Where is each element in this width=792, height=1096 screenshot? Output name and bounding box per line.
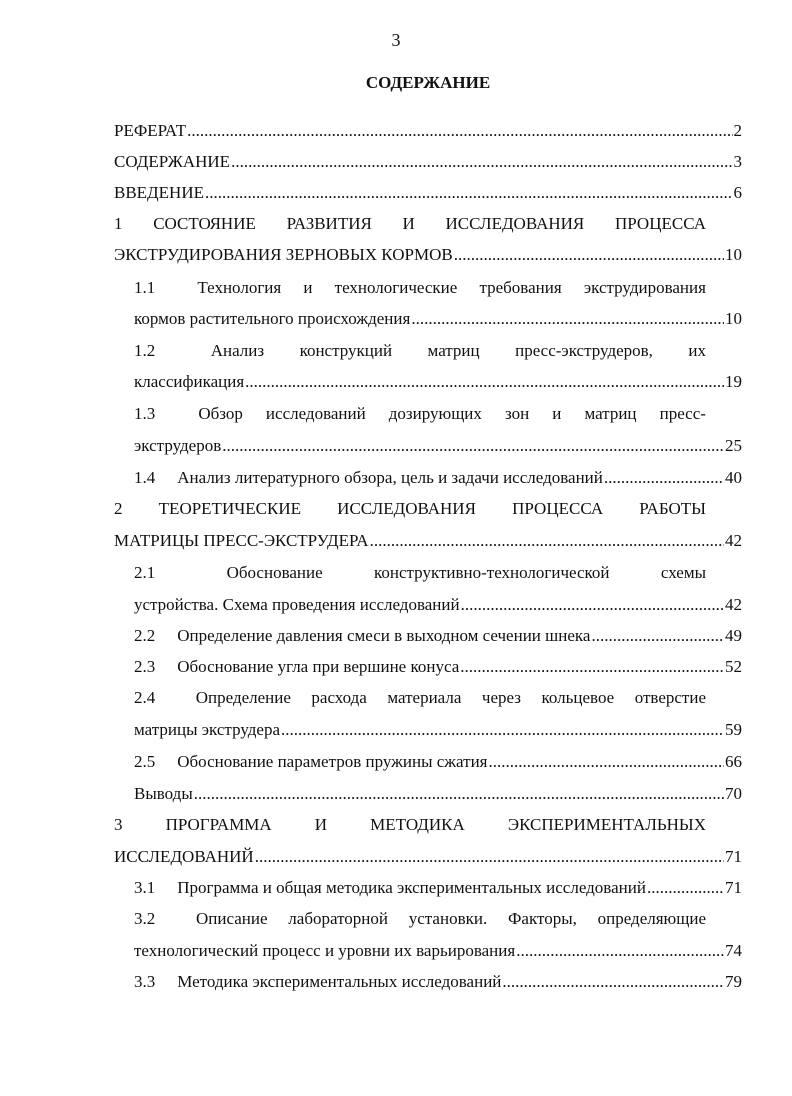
toc-page-number: 25	[725, 436, 742, 455]
toc-section-2-4-line1	[134, 686, 706, 710]
toc-page-number: 2	[733, 121, 742, 140]
toc-word: установки.	[408, 909, 488, 928]
toc-num: 1.3	[134, 404, 156, 423]
toc-word: зон	[504, 404, 530, 423]
toc-word: ПРОЦЕССА	[614, 214, 706, 233]
toc-section-1-2-line2	[134, 370, 742, 394]
toc-page-number: 42	[725, 531, 742, 550]
toc-word: матриц	[584, 404, 637, 423]
toc-entry-text: Определение давления смеси в выходном сечении шнека	[177, 626, 591, 645]
toc-num: 3	[114, 815, 123, 834]
toc-num: 1.1	[134, 278, 156, 297]
dot-leader	[411, 307, 724, 331]
toc-word: расхода	[311, 688, 367, 707]
toc-entry-referat	[114, 119, 742, 143]
toc-entry-text: ЭКСТРУДИРОВАНИЯ ЗЕРНОВЫХ КОРМОВ	[114, 245, 453, 264]
toc-word: требования	[479, 278, 562, 297]
page-number: 3	[391, 30, 401, 50]
toc-chapter-2-line1	[114, 497, 706, 521]
toc-word: пресс-	[659, 404, 706, 423]
toc-word: Описание	[196, 909, 268, 928]
toc-entry-vvedenie	[114, 181, 742, 205]
dot-leader	[489, 750, 725, 774]
toc-section-1-4	[134, 466, 742, 490]
toc-word: матриц	[427, 341, 480, 360]
toc-chapter-2-line2	[114, 529, 742, 553]
toc-entry-text: Обоснование угла при вершине конуса	[177, 657, 460, 676]
toc-word: ПРОЦЕССА	[512, 499, 604, 518]
dot-leader	[370, 529, 724, 553]
toc-word: через	[481, 688, 521, 707]
toc-entry-text: Обоснование параметров пружины сжатия	[177, 752, 488, 771]
toc-page-number: 6	[733, 183, 742, 202]
toc-section-1-3-line2	[134, 434, 742, 458]
toc-page-number: 71	[725, 878, 742, 897]
toc-word: технологические	[334, 278, 458, 297]
dot-leader	[194, 782, 724, 806]
toc-entry-text: Методика экспериментальных исследований	[177, 972, 502, 991]
toc-word: отверстие	[634, 688, 706, 707]
toc-chapter-1-line1	[114, 212, 706, 236]
toc-section-2-1-line2	[134, 593, 742, 617]
toc-word: экструдирования	[583, 278, 706, 297]
toc-entry-text: РЕФЕРАТ	[114, 121, 187, 140]
toc-num: 2.4	[134, 688, 156, 707]
toc-word: схемы	[660, 563, 706, 582]
toc-chapter-3-line1	[114, 813, 706, 837]
toc-num: 2.3	[134, 657, 156, 676]
toc-section-2-4-line2	[134, 718, 742, 742]
toc-entry-text: СОДЕРЖАНИЕ	[114, 152, 231, 171]
toc-page-number: 3	[733, 152, 742, 171]
toc-page-number: 52	[725, 657, 742, 676]
toc-section-1-3-line1	[134, 402, 706, 426]
toc-word: пресс-экструдеров,	[515, 341, 653, 360]
toc-word: исследований	[265, 404, 366, 423]
toc-word: конструктивно-технологической	[374, 563, 610, 582]
toc-word: ПРОГРАММА	[165, 815, 272, 834]
toc-num: 3.2	[134, 909, 156, 928]
dot-leader	[647, 876, 724, 900]
toc-page-number: 19	[725, 372, 742, 391]
dot-leader	[187, 119, 732, 143]
toc-num: 3.1	[134, 878, 156, 897]
dot-leader	[604, 466, 724, 490]
toc-word: Обзор	[198, 404, 243, 423]
toc-section-1-1-line2	[134, 307, 742, 331]
toc-num: 1.2	[134, 341, 156, 360]
toc-page-number: 40	[725, 468, 742, 487]
toc-word: Анализ	[210, 341, 265, 360]
toc-chapter-3-line2	[114, 845, 742, 869]
toc-entry-text: Выводы	[134, 784, 193, 803]
toc-word: ИССЛЕДОВАНИЯ	[337, 499, 476, 518]
toc-section-2-5	[134, 750, 742, 774]
toc-word: ЭКСПЕРИМЕНТАЛЬНЫХ	[507, 815, 706, 834]
toc-entry-text: кормов растительного происхождения	[134, 309, 411, 328]
dot-leader	[454, 243, 724, 267]
toc-word: Определение	[195, 688, 291, 707]
dot-leader	[281, 718, 724, 742]
toc-entry-text: МАТРИЦЫ ПРЕСС-ЭКСТРУДЕРА	[114, 531, 369, 550]
toc-entry-text: Программа и общая методика экспериментальных исследований	[177, 878, 646, 897]
toc-num: 3.3	[134, 972, 156, 991]
toc-num: 2	[114, 499, 123, 518]
dot-leader	[231, 150, 732, 174]
toc-page-number: 42	[725, 595, 742, 614]
toc-page-number: 59	[725, 720, 742, 739]
toc-section-2-3	[134, 655, 742, 679]
toc-word: РАЗВИТИЯ	[286, 214, 372, 233]
toc-num: 1.4	[134, 468, 156, 487]
toc-word: И	[314, 815, 328, 834]
page-title: СОДЕРЖАНИЕ	[365, 73, 491, 92]
toc-word: и	[552, 404, 562, 423]
toc-entry-text: технологический процесс и уровни их варьирования	[134, 941, 516, 960]
toc-entry-text: экструдеров	[134, 436, 222, 455]
toc-word: Факторы,	[507, 909, 577, 928]
toc-num: 2.5	[134, 752, 156, 771]
toc-page-number: 10	[725, 309, 742, 328]
toc-section-1-2-line1	[134, 339, 706, 363]
toc-section-3-3	[134, 970, 742, 994]
toc-section-3-2-line2	[134, 939, 742, 963]
toc-entry-text: Анализ литературного обзора, цель и задачи исследований	[177, 468, 603, 487]
dot-leader	[245, 370, 724, 394]
toc-section-2-2	[134, 624, 742, 648]
toc-page-number: 71	[725, 847, 742, 866]
toc-word: кольцевое	[541, 688, 615, 707]
toc-word: определяющие	[597, 909, 706, 928]
toc-section-3-2-line1	[134, 907, 706, 931]
toc-num: 1	[114, 214, 123, 233]
toc-entry-text: ВВЕДЕНИЕ	[114, 183, 204, 202]
toc-section-3-1	[134, 876, 742, 900]
toc-page-number: 79	[725, 972, 742, 991]
toc-word: И	[402, 214, 415, 233]
dot-leader	[591, 624, 724, 648]
toc-page-number: 49	[725, 626, 742, 645]
dot-leader	[516, 939, 724, 963]
toc-word: их	[688, 341, 706, 360]
toc-word: РАБОТЫ	[639, 499, 706, 518]
toc-num: 2.1	[134, 563, 156, 582]
toc-word: и	[303, 278, 313, 297]
dot-leader	[461, 593, 724, 617]
dot-leader	[502, 970, 724, 994]
toc-page-number: 10	[725, 245, 742, 264]
dot-leader	[222, 434, 724, 458]
toc-section-2-1-line1	[134, 561, 706, 585]
toc-page-number: 66	[725, 752, 742, 771]
dot-leader	[205, 181, 733, 205]
toc-num: 2.2	[134, 626, 156, 645]
toc-word: конструкций	[299, 341, 393, 360]
toc-word: дозирующих	[388, 404, 482, 423]
toc-word: лабораторной	[288, 909, 388, 928]
toc-word: материала	[387, 688, 462, 707]
dot-leader	[255, 845, 724, 869]
toc-section-1-1-line1	[134, 276, 706, 300]
toc-page-number: 70	[725, 784, 742, 803]
toc-entry-text: ИССЛЕДОВАНИЙ	[114, 847, 254, 866]
toc-word: Технология	[197, 278, 282, 297]
toc-chapter-1-line2	[114, 243, 742, 267]
toc-word: ИССЛЕДОВАНИЯ	[445, 214, 585, 233]
toc-entry-text: матрицы экструдера	[134, 720, 281, 739]
dot-leader	[460, 655, 724, 679]
toc-word: ТЕОРЕТИЧЕСКИЕ	[158, 499, 301, 518]
toc-entry-soderzhanie	[114, 150, 742, 174]
toc-entry-text: устройства. Схема проведения исследований	[134, 595, 460, 614]
toc-entry-text: классификация	[134, 372, 245, 391]
toc-page-number: 74	[725, 941, 742, 960]
toc-entry-vyvody	[134, 782, 742, 806]
toc-word: Обоснование	[226, 563, 323, 582]
toc-word: МЕТОДИКА	[370, 815, 465, 834]
toc-word: СОСТОЯНИЕ	[153, 214, 256, 233]
